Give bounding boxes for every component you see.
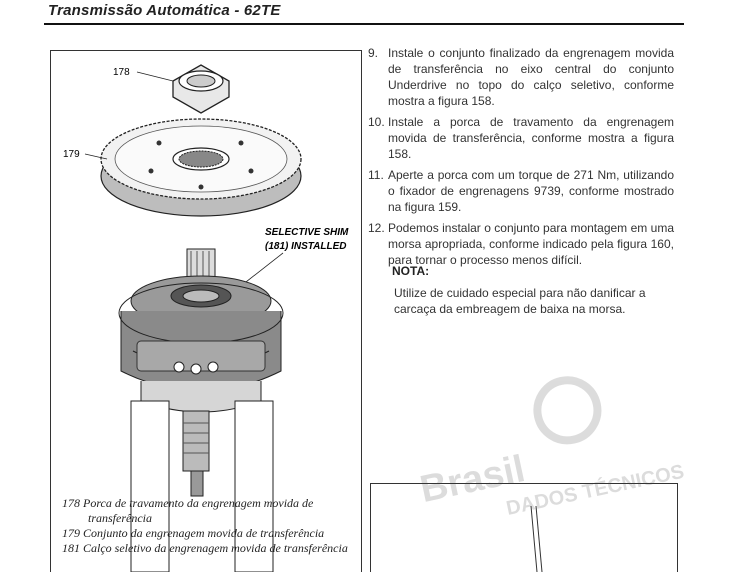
- step-number: 12.: [368, 221, 385, 235]
- header-rule: [44, 23, 684, 25]
- transfer-gear-drawing: [101, 119, 301, 216]
- step-10: [368, 114, 674, 162]
- figure-next-frame: [370, 483, 678, 572]
- caption-line-178: 178 Porca de travamento da engrenagem movida de: [62, 496, 314, 510]
- callout-178: 178: [113, 67, 130, 78]
- note-label: NOTA:: [392, 264, 430, 278]
- shim-label-line1: SELECTIVE SHIM: [265, 227, 349, 238]
- caption-line-179: 179 Conjunto da engrenagem movida de transferência: [62, 526, 325, 540]
- lock-nut-drawing: [173, 65, 229, 113]
- watermark-brand: Brasil: [416, 448, 529, 512]
- underdrive-housing-drawing: [119, 276, 283, 412]
- page-header: [44, 0, 684, 24]
- step-number: 9.: [368, 46, 379, 60]
- next-figure-partial: [371, 484, 677, 572]
- step-text: Instale a porca de travamento da engrenagem movida de transferência, conforme mostra a figura 158.: [388, 115, 674, 161]
- transfer-gear-illustration: [51, 51, 361, 572]
- step-number: 10.: [368, 115, 385, 129]
- step-11: [368, 167, 674, 215]
- callout-179: 179: [63, 149, 80, 160]
- step-9: [368, 45, 674, 109]
- procedure-steps: [368, 45, 674, 273]
- figure-caption: [62, 496, 358, 556]
- figure-158-frame: [50, 50, 362, 572]
- step-text: Aperte a porca com um torque de 271 Nm, utilizando o fixador de engrenagens 9739, conforme mostrado na figura 159.: [388, 168, 674, 214]
- shim-label-line2: (181) INSTALLED: [265, 241, 347, 252]
- caption-line-181: 181 Calço seletivo da engrenagem movida de transferência: [62, 541, 348, 555]
- step-number: 11.: [368, 168, 384, 182]
- watermark-subtitle: DADOS TÉCNICOS: [504, 460, 687, 520]
- step-12: [368, 220, 674, 268]
- page-title: Transmissão Automática - 62TE: [48, 2, 281, 19]
- note-text: Utilize de cuidado especial para não danificar a carcaça da embreagem de baixa na morsa.: [394, 286, 646, 316]
- caption-line-178-cont: transferência: [88, 511, 152, 525]
- step-text: Instale o conjunto finalizado da engrenagem movida de transferência no eixo central do conjunto Underdrive no topo do calço seletivo, conforme mostra a figura 158.: [388, 46, 674, 108]
- step-text: Podemos instalar o conjunto para montagem em uma morsa apropriada, conforme indicado pela figura 160, para tornar o processo menos difícil.: [388, 221, 674, 267]
